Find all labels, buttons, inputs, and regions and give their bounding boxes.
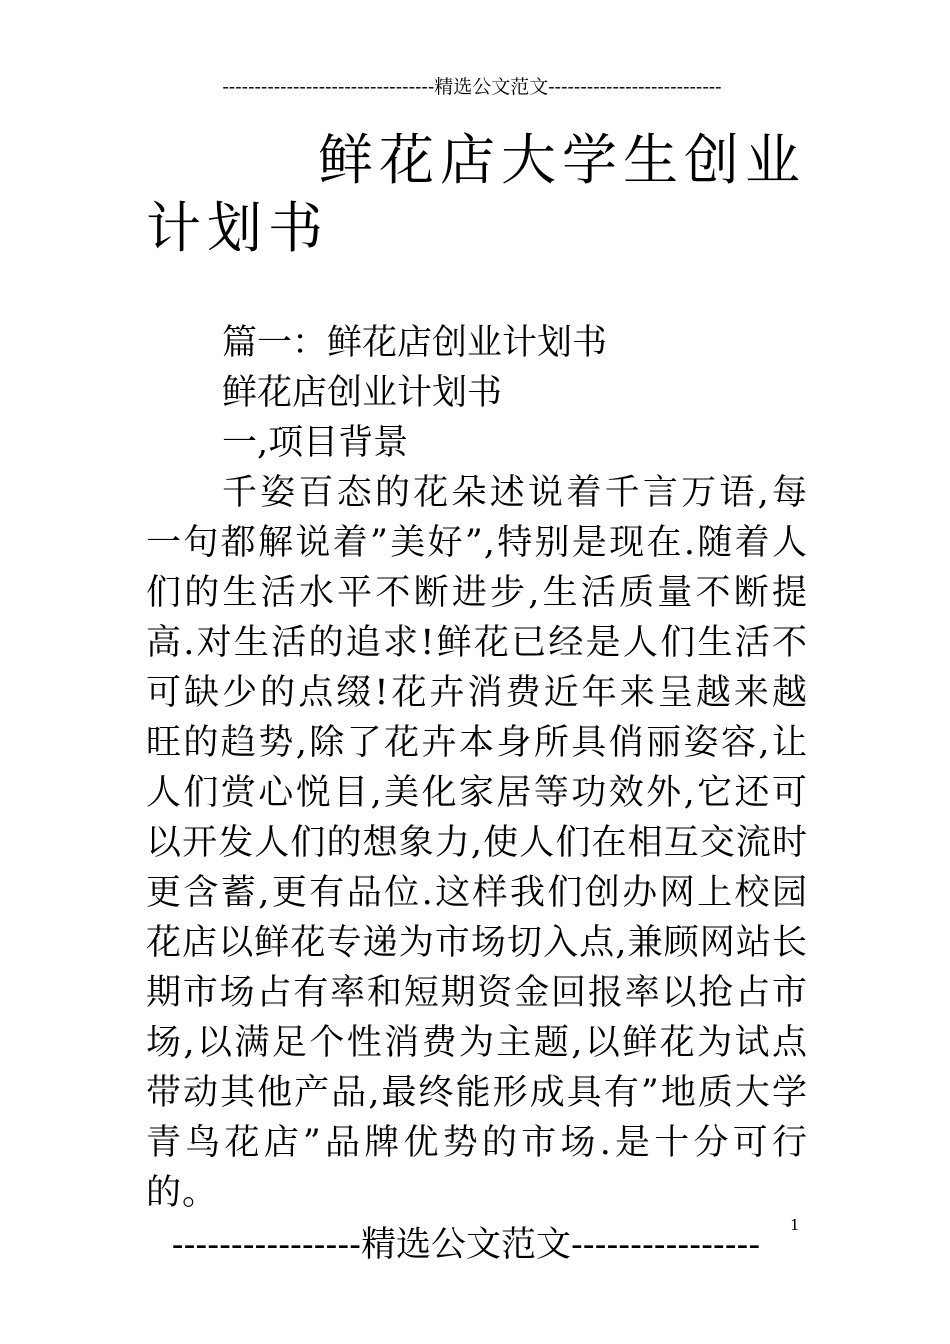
- section-heading: 一,项目背景: [222, 423, 409, 463]
- body-paragraph: 千姿百态的花朵述说着千言万语,每一句都解说着”美好”,特别是现在.随着人们的生活水平不断进步,生活质量不断提高.对生活的追求!鲜花已经是人们生活不可缺少的点缀!花卉消费近年来呈越来越旺的趋势,除了花卉本身所具俏丽姿容,让人们赏心悦目,美化家居等功效外,它还可以开发人们的想象力,使人们在相互交流时更含蓄,更有品位.这样我们创办网上校园花店以鲜花专递为市场切入点,兼顾网站长期市场占有率和短期资金回报率以抢占市场,以满足个性消费为主题,以鲜花为试点带动其他产品,最终能形成具有”地质大学青鸟花店”品牌优势的市场.是十分可行的。: [146, 473, 808, 1213]
- document-heading: 鲜花店创业计划书: [222, 373, 503, 413]
- header-rule: ---------------------------------精选公文范文---------------------------: [222, 76, 722, 98]
- page-number: 1: [790, 1216, 800, 1234]
- page-title: [146, 126, 808, 262]
- title-line-2: 计划书: [146, 196, 330, 260]
- footer-rule: ----------------精选公文范文----------------: [171, 1225, 761, 1265]
- title-line-1: 鲜花店大学生创业: [318, 128, 807, 192]
- document-body: [146, 318, 808, 1218]
- chapter-heading: 篇一：鲜花店创业计划书: [222, 323, 608, 363]
